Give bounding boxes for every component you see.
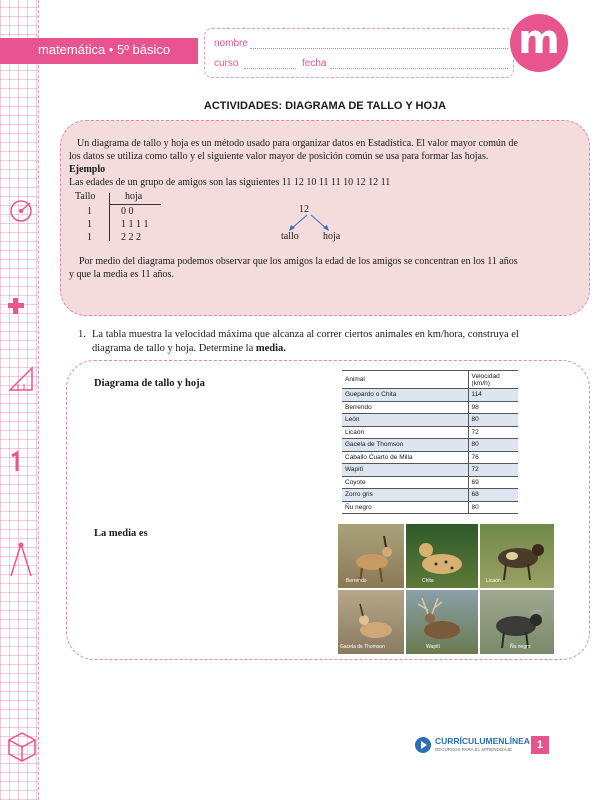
name-field[interactable] bbox=[250, 48, 508, 49]
table-row bbox=[342, 489, 518, 502]
conclusion-line-2: y que la media es 11 años. bbox=[69, 269, 174, 280]
header-underline bbox=[109, 204, 161, 205]
cell-speed: 98 bbox=[468, 401, 518, 414]
gazelle-photo bbox=[338, 590, 404, 654]
math-logo: m bbox=[510, 14, 568, 72]
plus-icon bbox=[6, 296, 26, 316]
intro-line-2: los datos se utiliza como tallo y el siguiente valor mayor de posición común se usa para formar las hojas. bbox=[69, 151, 489, 162]
curriculum-logo-icon bbox=[414, 736, 432, 754]
stem-1: 1 bbox=[87, 206, 92, 217]
cell-speed: 72 bbox=[468, 464, 518, 477]
compass-circle-icon bbox=[6, 196, 36, 226]
course-label: curso bbox=[214, 58, 239, 69]
caption-nu-negro: Ñu negro bbox=[510, 644, 531, 650]
question-number: 1. bbox=[78, 329, 86, 340]
cell-animal: Gacela de Thomson bbox=[342, 439, 468, 452]
caption-chita: Chita bbox=[422, 578, 434, 584]
cell-animal: Caballo Cuarto de Milla bbox=[342, 451, 468, 464]
ages-line: Las edades de un grupo de amigos son las siguientes 11 12 10 11 11 10 12 12 11 bbox=[69, 177, 391, 188]
intro-line-1: Un diagrama de tallo y hoja es un método usado para organizar datos en Estadística. El valor mayor común de bbox=[77, 138, 518, 149]
animal-speed-table bbox=[342, 370, 518, 514]
cell-animal: Coyote bbox=[342, 476, 468, 489]
cell-speed: 68 bbox=[468, 489, 518, 502]
page-number: 1 bbox=[531, 736, 549, 754]
caption-berrendo: Berrendo bbox=[346, 578, 367, 584]
cell-animal: Licaón bbox=[342, 426, 468, 439]
elk-photo bbox=[406, 590, 478, 654]
stem-divider bbox=[109, 193, 110, 241]
cell-speed: 80 bbox=[468, 414, 518, 427]
cell-speed: 76 bbox=[468, 451, 518, 464]
wildebeest-photo bbox=[480, 590, 554, 654]
question-text-2-prefix: diagrama de tallo y hoja. Determine la bbox=[92, 343, 256, 354]
margin-line bbox=[38, 0, 39, 800]
cell-animal: Wapití bbox=[342, 464, 468, 477]
leaf-3: 2 2 2 bbox=[121, 232, 141, 243]
page-title: ACTIVIDADES: DIAGRAMA DE TALLO Y HOJA bbox=[203, 100, 447, 112]
cheetah-photo bbox=[406, 524, 478, 588]
table-row bbox=[342, 389, 518, 402]
table-row bbox=[342, 439, 518, 452]
leaf-1: 0 0 bbox=[121, 206, 134, 217]
date-label: fecha bbox=[302, 58, 327, 69]
cell-speed: 80 bbox=[468, 501, 518, 514]
caption-licaon: Licaón bbox=[486, 578, 501, 584]
intro-box bbox=[60, 120, 590, 316]
student-info-box bbox=[204, 28, 514, 78]
caption-gacela: Gacela de Thomson bbox=[340, 644, 385, 650]
brand-tagline: RECURSOS PARA EL APRENDIZAJE bbox=[435, 747, 513, 752]
table-row bbox=[342, 501, 518, 514]
table-row bbox=[342, 451, 518, 464]
animal-photo-collage bbox=[338, 524, 554, 654]
cell-speed: 114 bbox=[468, 389, 518, 402]
conclusion-line-1: Por medio del diagrama podemos observar que los amigos la edad de los amigos se concentran en los 11 años bbox=[79, 256, 518, 267]
cell-animal: Berrendo bbox=[342, 401, 468, 414]
leaf-2: 1 1 1 1 bbox=[121, 219, 149, 230]
diagram-label: Diagrama de tallo y hoja bbox=[94, 378, 205, 389]
arrow-label-tallo: tallo bbox=[281, 231, 299, 242]
date-field[interactable] bbox=[330, 68, 508, 69]
stem-3: 1 bbox=[87, 232, 92, 243]
example-number: 12 bbox=[299, 204, 309, 215]
pronghorn-photo bbox=[338, 524, 404, 588]
table-row bbox=[342, 414, 518, 427]
brand-name: CURRÍCULUMENLÍNEA bbox=[435, 736, 530, 746]
subject-label: matemática • 5º básico bbox=[38, 42, 171, 57]
col-tallo: Tallo bbox=[75, 191, 96, 202]
cell-speed: 80 bbox=[468, 439, 518, 452]
mean-label: La media es bbox=[94, 528, 148, 539]
header-speed: Velocidad (km/h) bbox=[468, 371, 518, 389]
col-hoja: hoja bbox=[125, 191, 143, 202]
table-row bbox=[342, 476, 518, 489]
arrow-label-hoja: hoja bbox=[323, 231, 341, 242]
table-row bbox=[342, 401, 518, 414]
example-label: Ejemplo bbox=[69, 164, 106, 175]
question-text-1: La tabla muestra la velocidad máxima que alcanza al correr ciertos animales en km/hora, construya el bbox=[92, 329, 519, 340]
cell-speed: 72 bbox=[468, 426, 518, 439]
course-field[interactable] bbox=[244, 68, 296, 69]
wild-dog-photo bbox=[480, 524, 554, 588]
cell-animal: Ñu negro bbox=[342, 501, 468, 514]
divider-compass-icon bbox=[6, 540, 36, 580]
cell-animal: Guepardo o Chita bbox=[342, 389, 468, 402]
table-row bbox=[342, 426, 518, 439]
cell-animal: Zorro gris bbox=[342, 489, 468, 502]
margin-grid bbox=[0, 0, 38, 800]
number-one-icon bbox=[6, 450, 26, 474]
question-1 bbox=[78, 328, 578, 356]
cell-animal: León bbox=[342, 414, 468, 427]
triangle-ruler-icon bbox=[6, 364, 36, 394]
stem-2: 1 bbox=[87, 219, 92, 230]
header-animal: Animal bbox=[342, 371, 468, 389]
question-text-2 bbox=[78, 342, 578, 356]
question-text-2-bold: media. bbox=[255, 343, 286, 354]
name-label: nombre bbox=[214, 38, 248, 49]
cube-icon bbox=[6, 730, 38, 762]
table-row bbox=[342, 464, 518, 477]
table-header-row bbox=[342, 371, 518, 389]
caption-wapiti: Wapití bbox=[426, 644, 440, 650]
cell-speed: 69 bbox=[468, 476, 518, 489]
